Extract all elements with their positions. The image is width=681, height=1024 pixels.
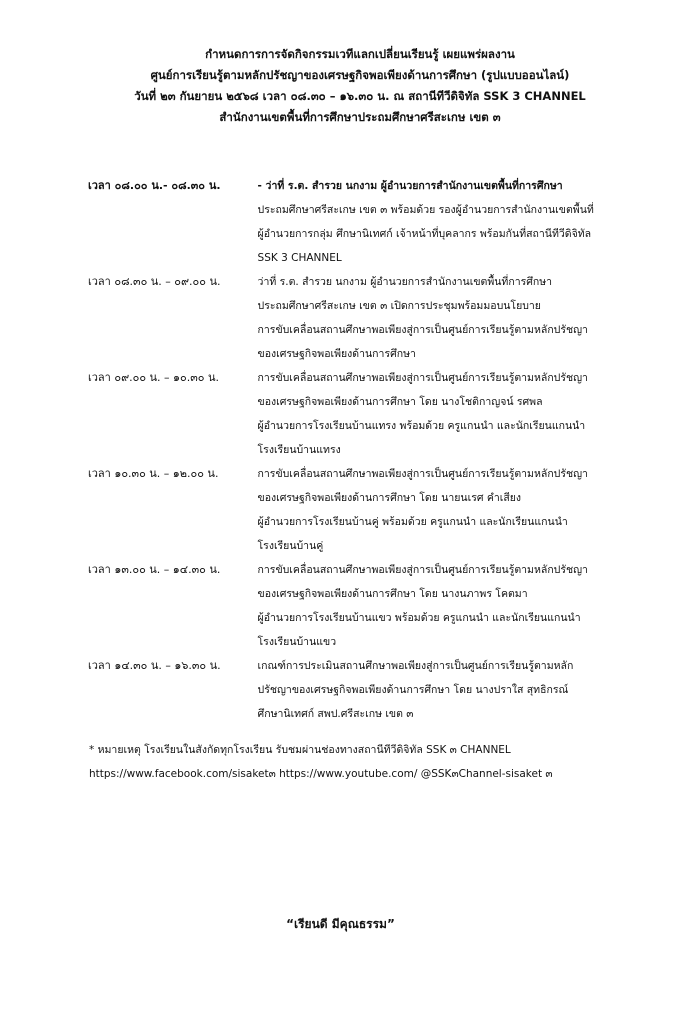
schedule-description bbox=[258, 654, 640, 726]
schedule-line: ประถมศึกษาศรีสะเกษ เขต ๓ พร้อมด้วย รองผู้อำนวยการสำนักงานเขตพื้นที่ bbox=[257, 204, 594, 216]
schedule-line: การขับเคลื่อนสถานศึกษาพอเพียงสู่การเป็นศูนย์การเรียนรู้ตามหลักปรัชญา bbox=[257, 564, 588, 576]
schedule-line: การขับเคลื่อนสถานศึกษาพอเพียงสู่การเป็นศูนย์การเรียนรู้ตามหลักปรัชญา bbox=[257, 324, 588, 336]
schedule-line: ของเศรษฐกิจพอเพียงด้านการศึกษา โดย นางนภาพร โคตมา bbox=[257, 588, 528, 600]
schedule-description bbox=[258, 270, 640, 366]
schedule-row bbox=[80, 366, 640, 462]
remark-line: * หมายเหตุ โรงเรียนในสังกัดทุกโรงเรียน รับชมผ่านช่องทางสถานีทีวีดิจิทัล SSK ๓ CHANNEL bbox=[89, 744, 511, 756]
schedule-description bbox=[258, 174, 640, 270]
schedule-list bbox=[80, 174, 640, 726]
schedule-line: โรงเรียนบ้านแขว bbox=[257, 636, 337, 648]
schedule-line: ว่าที่ ร.ต. สำรวย นกงาม ผู้อำนวยการสำนักงานเขตพื้นที่การศึกษา bbox=[257, 276, 553, 288]
schedule-line: ของเศรษฐกิจพอเพียงด้านการศึกษา โดย นางโชติกาญจน์ รศพล bbox=[257, 396, 543, 408]
schedule-line: ผู้อำนวยการโรงเรียนบ้านแทรง พร้อมด้วย ครูแกนนำ และนักเรียนแกนนำ bbox=[257, 420, 586, 432]
motto: “เรียนดี มีคุณธรรม” bbox=[286, 917, 395, 931]
header-date-line: วันที่ ๒๓ กันยายน ๒๕๖๘ เวลา ๐๘.๓๐ – ๑๖.๓๐ น. ณ สถานีทีวีดิจิทัล SSK 3 CHANNEL bbox=[134, 89, 586, 103]
schedule-description bbox=[258, 462, 640, 558]
schedule-line: ผู้อำนวยการกลุ่ม ศึกษานิเทศก์ เจ้าหน้าที่บุคลากร พร้อมกันที่สถานีทีวีดิจิทัล bbox=[257, 228, 592, 240]
schedule-line: ประถมศึกษาศรีสะเกษ เขต ๓ เปิดการประชุมพร้อมมอบนโยบาย bbox=[257, 300, 541, 312]
schedule-line: โรงเรียนบ้านคู่ bbox=[257, 540, 324, 552]
header-title-line-1: กำหนดการการจัดกิจกรรมเวทีแลกเปลี่ยนเรียนรู้ เผยแพร่ผลงาน bbox=[205, 47, 515, 61]
schedule-row bbox=[80, 558, 640, 654]
schedule-line: ผู้อำนวยการโรงเรียนบ้านแขว พร้อมด้วย ครูแกนนำ และนักเรียนแกนนำ bbox=[257, 612, 581, 624]
schedule-time: เวลา ๐๘.๓๐ น. – ๐๙.๐๐ น. bbox=[88, 275, 221, 288]
schedule-line: ปรัชญาของเศรษฐกิจพอเพียงด้านการศึกษา โดย นางปราใส สุทธิกรณ์ bbox=[257, 684, 569, 696]
schedule-line: การขับเคลื่อนสถานศึกษาพอเพียงสู่การเป็นศูนย์การเรียนรู้ตามหลักปรัชญา bbox=[257, 468, 588, 480]
schedule-time: เวลา ๐๘.๐๐ น.- ๐๘.๓๐ น. bbox=[88, 179, 221, 192]
header-title-line-2: ศูนย์การเรียนรู้ตามหลักปรัชญาของเศรษฐกิจพอเพียงด้านการศึกษา (รูปแบบออนไลน์) bbox=[150, 68, 570, 82]
schedule-line: ผู้อำนวยการโรงเรียนบ้านคู่ พร้อมด้วย ครูแกนนำ และนักเรียนแกนนำ bbox=[257, 516, 568, 528]
schedule-description bbox=[258, 366, 640, 462]
schedule-description bbox=[258, 558, 640, 654]
schedule-row bbox=[80, 174, 640, 270]
schedule-row bbox=[80, 654, 640, 726]
header-office-line: สำนักงานเขตพื้นที่การศึกษาประถมศึกษาศรีสะเกษ เขต ๓ bbox=[219, 110, 501, 124]
schedule-line: - ว่าที่ ร.ต. สำรวย นกงาม ผู้อำนวยการสำนักงานเขตพื้นที่การศึกษา bbox=[257, 180, 563, 192]
schedule-time: เวลา ๑๐.๓๐ น. – ๑๒.๐๐ น. bbox=[88, 467, 219, 480]
schedule-line: ศึกษานิเทศก์ สพป.ศรีสะเกษ เขต ๓ bbox=[257, 708, 414, 720]
schedule-line: โรงเรียนบ้านแทรง bbox=[257, 444, 341, 456]
schedule-time: เวลา ๑๓.๐๐ น. – ๑๔.๓๐ น. bbox=[88, 563, 221, 576]
remark-links: https://www.facebook.com/sisaket๓ https://www.youtube.com/ @SSK๓Channel-sisaket ๓ bbox=[89, 768, 553, 780]
schedule-line: ของเศรษฐกิจพอเพียงด้านการศึกษา โดย นายนเรศ คำเสียง bbox=[257, 492, 522, 504]
schedule-time: เวลา ๑๔.๓๐ น. – ๑๖.๓๐ น. bbox=[88, 659, 221, 672]
document-header bbox=[80, 44, 640, 128]
schedule-line: ของเศรษฐกิจพอเพียงด้านการศึกษา bbox=[257, 348, 416, 360]
schedule-time: เวลา ๐๙.๐๐ น. – ๑๐.๓๐ น. bbox=[88, 371, 219, 384]
schedule-line: การขับเคลื่อนสถานศึกษาพอเพียงสู่การเป็นศูนย์การเรียนรู้ตามหลักปรัชญา bbox=[257, 372, 588, 384]
schedule-row bbox=[80, 270, 640, 366]
remark-note bbox=[89, 738, 649, 786]
schedule-line: SSK 3 CHANNEL bbox=[257, 252, 342, 264]
schedule-row bbox=[80, 462, 640, 558]
schedule-line: เกณฑ์การประเมินสถานศึกษาพอเพียงสู่การเป็นศูนย์การเรียนรู้ตามหลัก bbox=[257, 660, 574, 672]
